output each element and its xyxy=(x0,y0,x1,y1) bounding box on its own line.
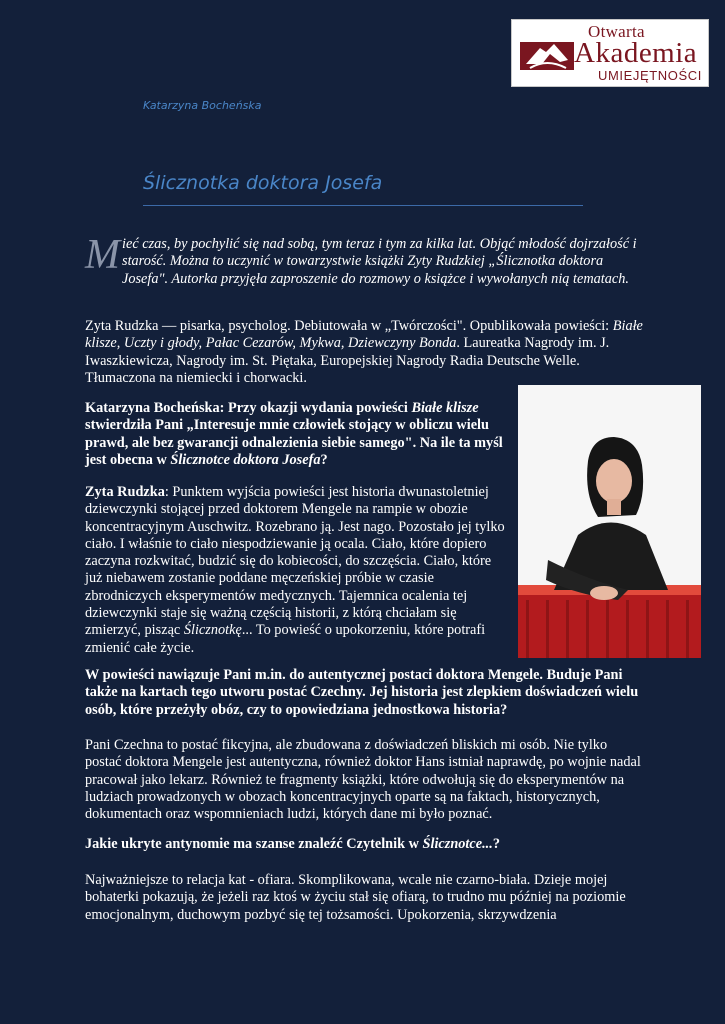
title-divider xyxy=(143,205,583,206)
article-title: Ślicznotka doktora Josefa xyxy=(143,172,383,194)
q1-part2: stwierdziła Pani „Interesuje mnie człowiek stojący w obliczu wielu prawd, ale bez gwarancji odnalezienia siebie samego". Na ile ta myśl jest obecna w xyxy=(85,417,503,468)
bio-part1: Zyta Rudzka — pisarka, psycholog. Debiutowała w „Twórczości". Opublikowała powieści: xyxy=(85,318,613,334)
a1-book: Ślicznotkę xyxy=(183,622,242,639)
logo-otwarta-akademia xyxy=(511,19,709,87)
author-name: Katarzyna Bocheńska xyxy=(143,99,262,112)
intro-text: ieć czas, by pochylić się nad sobą, tym teraz i tym za kilka lat. Objąć młodość dojrzałość i starość. Można to uczynić w towarzystwie książki Zyty Rudzkiej „Ślicznotka doktora Josefa". Autorka przyjęła zaproszenie do rozmowy o książce i wywołanych nią tematach. xyxy=(122,236,637,287)
answer-3: Najważniejsze to relacja kat - ofiara. Skomplikowana, wcale nie czarno-biała. Dzieje mojej bohaterki pokazują, że jeżeli raz ktoś w życiu stał się ofiarą, to trudno mu później na poziomie emocjonalnym, duchowym pozbyć się tej tożsamości. Upokorzenia, skrzywdzenia xyxy=(85,872,626,923)
q3-book: Ślicznotce... xyxy=(422,836,493,852)
logo-line-otwarta: Otwarta xyxy=(588,22,645,41)
question-2: W powieści nawiązuje Pani m.in. do autentycznej postaci doktora Mengele. Buduje Pani także na kartach tego utworu postać Czechny. Jej historia jest zlepkiem doświadczeń wielu osób, które przeżyły obóz, czy to opowiedziana jednostkowa historia? xyxy=(85,667,639,718)
drop-cap: M xyxy=(85,232,120,278)
q1-part1: : Przy okazji wydania powieści xyxy=(219,400,412,416)
bio-paragraph xyxy=(85,318,645,387)
q1-part3: ? xyxy=(320,451,328,468)
author-photo xyxy=(518,385,701,658)
q3-part1: Jakie ukryte antynomie ma szanse znaleźć Czytelnik w xyxy=(85,836,423,852)
a1-part1: : Punktem wyjścia powieści jest historia dwunastoletniej dziewczynki stojącej przed doktorem Mengele na rampie w obozie koncentracyjnym Auschwitz. Rozebrano ją. Jest nago. Pozostało jej tylko ciało. I właśnie to ciało niespodziewanie ją ocala. Ciało, które dopiero zaczyna rozkwitać, budzić się do kobiecości, do szczęścia. Ciało, które już niebawem zostanie poddane męczeńskiej próbie w czasie zbrodniczych eksperymentów medycznych. Tajemnica ocalenia tej dziewczynki staje się ważną częścią historii, z którą chciałam się zmierzyć, pisząc xyxy=(85,484,505,639)
portrait-illustration xyxy=(518,385,701,658)
q1-book2: Ślicznotce doktora Josefa xyxy=(170,451,321,468)
open-book-icon xyxy=(520,38,574,74)
logo-line-akademia: Akademia xyxy=(574,37,698,69)
bio-works: Białe klisze, Uczty i głody, Pałac Cezarów, Mykwa, Dziewczyny Bonda xyxy=(85,318,643,352)
logo-line-umiejetnosci: UMIEJĘTNOŚCI xyxy=(598,68,702,83)
answer-2: Pani Czechna to postać fikcyjna, ale zbudowana z doświadczeń bliskich mi osób. Nie tylko postać doktora Mengele jest autentyczna, również doktor Hans istniał naprawdę, po wojnie nadal pracował jako lekarz. Również te fragmenty książki, które odwołują się do eksperymentów na ludziach prowadzonych w obozach koncentracyjnych oparte są na faktach, historycznych, dokumentach oraz wspomnieniach ludzi, których dane mi było poznać. xyxy=(85,737,641,823)
question-1 xyxy=(85,400,510,469)
q3-part2: ? xyxy=(492,836,500,852)
a1-speaker: Zyta Rudzka xyxy=(85,484,165,500)
answer-1 xyxy=(85,484,510,657)
a1-part2: ... To powieść o upokorzeniu, które potrafi zmienić całe życie. xyxy=(85,622,486,656)
question-3 xyxy=(85,836,645,853)
intro-paragraph xyxy=(85,232,645,288)
q1-book1: Białe klisze xyxy=(411,400,479,416)
bio-part2: . Laureatka Nagrody im. J. Iwaszkiewicza, Nagrody im. St. Piętaka, Europejskiej Nagrody Radia Deutsche Welle. Tłumaczona na niemiecki i chorwacki. xyxy=(85,335,610,386)
q1-speaker: Katarzyna Bocheńska xyxy=(85,400,220,416)
